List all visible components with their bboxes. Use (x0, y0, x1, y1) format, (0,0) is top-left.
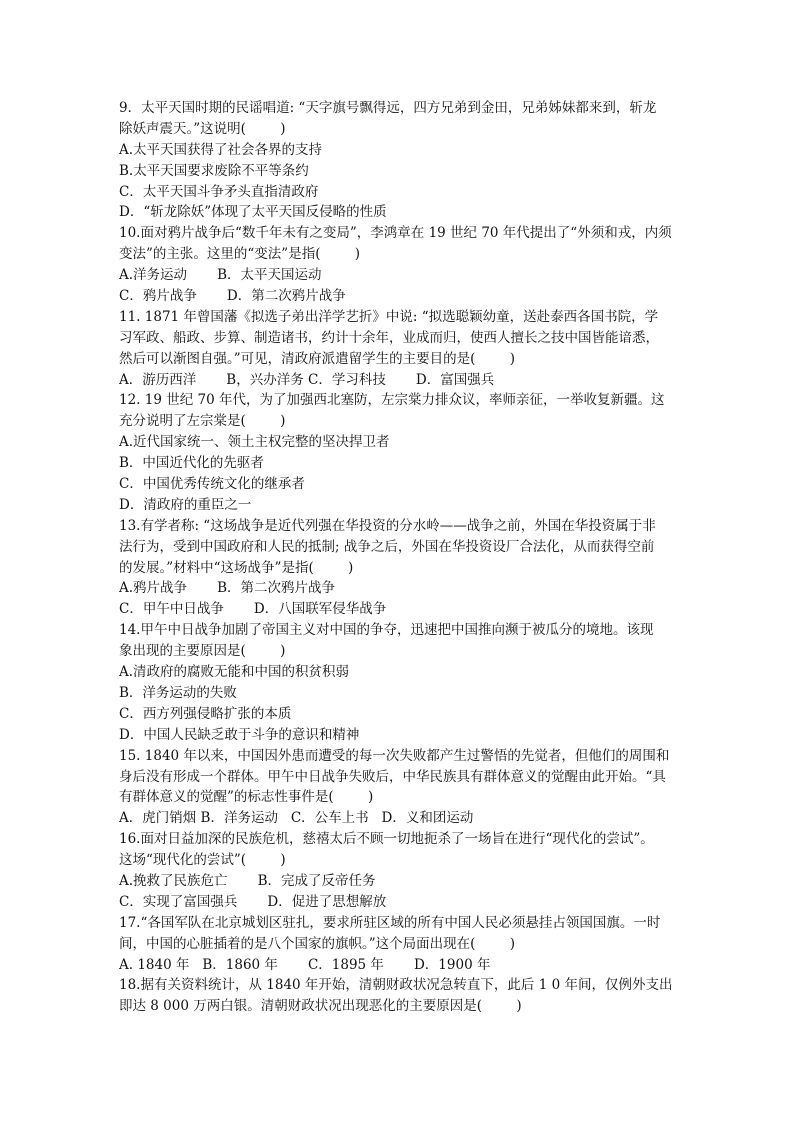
question-block (119, 913, 679, 976)
question-block (119, 307, 679, 391)
question-stem-line: 充分说明了左宗棠是( ) (119, 413, 286, 430)
question-stem-line: 10.面对鸦片战争后“数千年未有之变局”，李鸿章在 19 世纪 70 年代提出了“外须和戎，内须 (119, 225, 672, 242)
question-stem-line: 象出现的主要原因是( ) (119, 643, 286, 660)
question-stem-line: 有群体意义的觉醒”的标志性事件是( ) (119, 789, 374, 806)
question-stem-line: 这场“现代化的尝试”( ) (119, 852, 286, 869)
question-stem-line: 除妖声震天。”这说明( ) (119, 120, 286, 137)
question-stem-line: 14.甲午中日战争加剧了帝国主义对中国的争夺，迅速把中国推向濒于被瓜分的境地。该现 (119, 622, 654, 639)
question-block (119, 98, 679, 223)
question-stem-line: 9．太平天国时期的民谣唱道: “天字旗号飘得远，四方兄弟到金田，兄弟姊妹都来到，斩龙 (119, 100, 657, 116)
question-stem-line: 15. 1840 年以来，中国因外患而遭受的每一次失败都产生过警悟的先觉者，但他们的周围和 (119, 747, 670, 764)
option-line: B．中国近代化的先驱者 (119, 455, 264, 472)
question-stem-line: 17.“各国军队在北京城划区驻扎，要求所驻区域的所有中国人民必须悬挂占领国国旗。一时 (119, 914, 661, 931)
question-block (119, 829, 679, 913)
option-line: A．虎门销烟 B．洋务运动 C．公车上书 D．义和团运动 (119, 810, 474, 827)
option-line: A.太平天国获得了社会各界的支持 (119, 141, 323, 158)
question-stem-line: 即达 8 000 万两白银。清朝财政状况出现恶化的主要原因是( ) (119, 998, 522, 1015)
option-line: A.近代国家统一、领土主权完整的坚决捍卫者 (119, 434, 390, 451)
question-stem-line: 18.据有关资料统计，从 1840 年开始，清朝财政状况急转直下，此后 1 0 年间，仅例外支出 (119, 977, 673, 994)
question-block (119, 620, 679, 745)
question-block (119, 516, 679, 620)
question-stem-line: 的发展。”材料中“这场战争”是指( ) (119, 559, 354, 576)
question-stem-line: 变法”的主张。这里的“变法”是指( ) (119, 246, 361, 263)
question-stem-line: 11. 1871 年曾国藩《拟选子弟出洋学艺折》中说: “拟选聪颖幼童，送赴泰西各国书院，学 (119, 308, 659, 325)
question-block (119, 975, 679, 1017)
question-block (119, 390, 679, 515)
question-stem-line: 间，中国的心脏插着的是八个国家的旗帜。”这个局面出现在( ) (119, 935, 516, 952)
question-block (119, 746, 679, 830)
question-stem-line: 习军政、船政、步算、制造诸书，约计十余年，业成而归，使西人擅长之技中国皆能谙悉， (119, 329, 659, 346)
question-stem-line: 身后没有形成一个群体。甲午中日战争失败后，中华民族具有群体意义的觉醒由此开始。“具 (119, 768, 666, 785)
option-line: C．甲午中日战争 D．八国联军侵华战争 (119, 601, 387, 618)
option-line: B.太平天国要求废除不平等条约 (119, 162, 309, 179)
question-stem-line: 12. 19 世纪 70 年代，为了加强西北塞防，左宗棠力排众议，率师亲征，一举收复新疆。这 (119, 392, 665, 409)
option-line: A.鸦片战争 B．第二次鸦片战争 (119, 580, 335, 597)
question-stem-line: 然后可以渐图自强。”可见，清政府派遣留学生的主要目的是( ) (119, 350, 516, 367)
option-line: C．实现了富国强兵 D．促进了思想解放 (119, 893, 387, 910)
option-line: C．鸦片战争 D．第二次鸦片战争 (119, 288, 346, 305)
question-stem-line: 16.面对日益加深的民族危机，慈禧太后不顾一切地扼杀了一场旨在进行“现代化的尝试”。 (119, 831, 654, 848)
option-line: D．“斩龙除妖”体现了太平天国反侵略的性质 (119, 204, 387, 221)
option-line: D．清政府的重臣之一 (119, 496, 252, 513)
option-line: A.清政府的腐败无能和中国的积贫积弱 (119, 664, 350, 681)
option-line: A.洋务运动 B．太平天国运动 (119, 267, 322, 284)
option-line: C．中国优秀传统文化的继承者 (119, 476, 305, 493)
option-line: A. 1840 年 B．1860 年 C．1895 年 D．1900 年 (119, 956, 491, 973)
option-line: A.挽救了民族危亡 B．完成了反帝任务 (119, 872, 376, 889)
question-stem-line: 13.有学者称: “这场战争是近代列强在华投资的分水岭——战争之前，外国在华投资属于非 (119, 517, 656, 534)
question-stem-line: 法行为，受到中国政府和人民的抵制; 战争之后，外国在华投资设厂合法化，从而获得空前 (119, 538, 655, 555)
option-line: C．西方列强侵略扩张的本质 (119, 705, 292, 722)
option-line: D．中国人民缺乏敢于斗争的意识和精神 (119, 726, 360, 743)
question-block (119, 223, 679, 307)
exam-page (119, 98, 679, 1017)
option-line: A．游历西洋 B，兴办洋务 C．学习科技 D．富国强兵 (119, 371, 495, 388)
option-line: C．太平天国斗争矛头直指清政府 (119, 183, 319, 200)
option-line: B．洋务运动的失败 (119, 684, 237, 701)
